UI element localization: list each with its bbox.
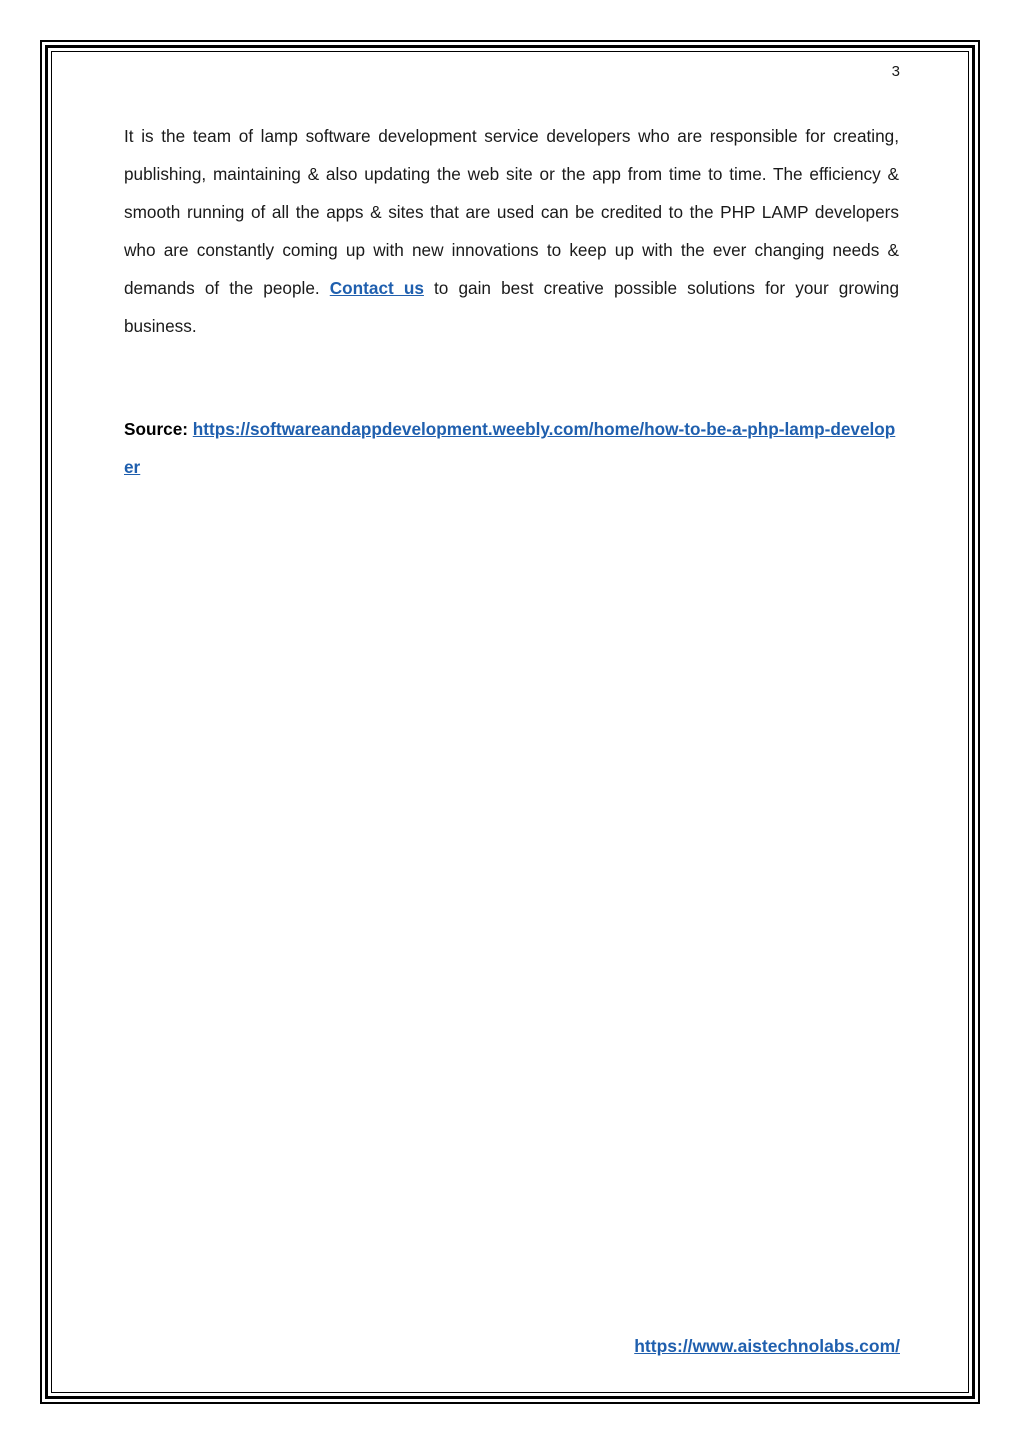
footer-website-link[interactable]: https://www.aistechnolabs.com/ bbox=[634, 1336, 900, 1356]
paragraph-text-before-link: It is the team of lamp software development service developers who are responsible for creating, publishing, maintaining & also updating the web site or the app from time to time. The efficiency & smooth running of all the apps & sites that are used can be credited to the PHP LAMP developers who are constantly coming up with new innovations to keep up with the ever changing needs & demands of the people. bbox=[124, 126, 899, 298]
source-label: Source: bbox=[124, 419, 188, 439]
contact-us-link[interactable]: Contact us bbox=[329, 278, 424, 298]
source-url-link[interactable]: https://softwareandappdevelopment.weebly.com/home/how-to-be-a-php-lamp-developer bbox=[124, 419, 896, 477]
page-number: 3 bbox=[891, 63, 900, 80]
source-line bbox=[124, 410, 899, 486]
body-paragraph bbox=[124, 117, 899, 345]
paragraph-text-after-link: to gain best creative possible solutions for your growing business. bbox=[124, 278, 899, 336]
